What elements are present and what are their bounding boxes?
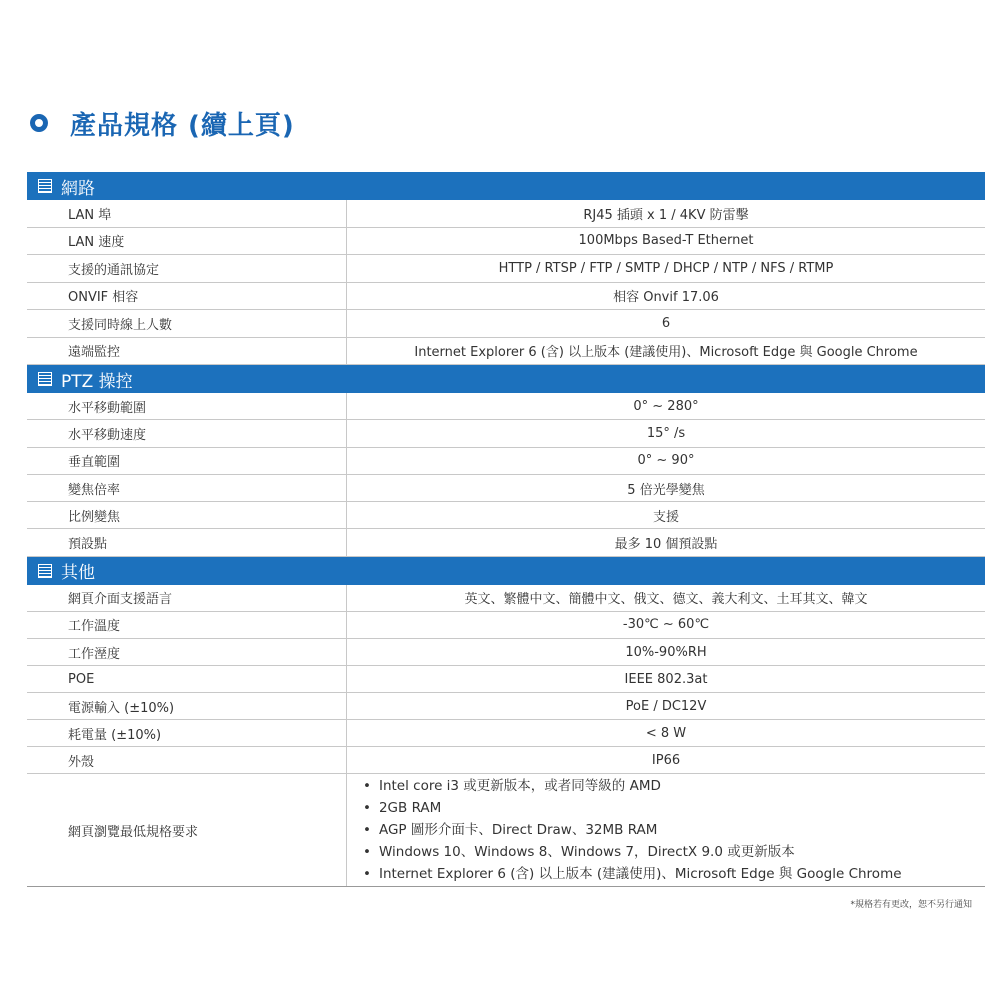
spec-row (27, 475, 985, 502)
section-list-icon (38, 372, 52, 386)
list-item: • 2GB RAM (363, 797, 902, 819)
spec-label: POE (27, 666, 347, 692)
spec-label: 比例變焦 (27, 502, 347, 528)
spec-row (27, 228, 985, 256)
spec-label: LAN 埠 (27, 200, 347, 227)
section-header (27, 365, 985, 393)
spec-label: 外殼 (27, 747, 347, 773)
spec-label: 耗電量 (±10%) (27, 720, 347, 746)
spec-row (27, 393, 985, 420)
spec-row (27, 255, 985, 283)
requirements-list (363, 775, 902, 885)
section-ptz (27, 365, 985, 557)
list-item: • Windows 10、Windows 8、Windows 7，DirectX 9.0 或更新版本 (363, 841, 902, 863)
section-list-icon (38, 564, 52, 578)
spec-label: 工作溼度 (27, 639, 347, 665)
spec-value: 6 (661, 315, 671, 331)
list-item: • Intel core i3 或更新版本，或者同等級的 AMD (363, 775, 902, 797)
spec-row (27, 502, 985, 529)
spec-value: Internet Explorer 6 (含) 以上版本 (建議使用)、Microsoft Edge 與 Google Chrome (414, 345, 918, 361)
spec-row (27, 448, 985, 475)
spec-value: 15° /s (646, 425, 686, 441)
section-title: PTZ 操控 (61, 371, 133, 392)
section-header (27, 172, 985, 200)
spec-row (27, 585, 985, 612)
spec-label: 網頁瀏覽最低規格要求 (27, 774, 347, 886)
spec-row (27, 720, 985, 747)
spec-label: 遠端監控 (27, 338, 347, 365)
section-other (27, 557, 985, 888)
spec-label: 水平移動範圍 (27, 393, 347, 419)
spec-value (347, 774, 985, 886)
spec-row (27, 612, 985, 639)
spec-row-requirements (27, 774, 985, 887)
section-title: 網路 (61, 178, 95, 199)
spec-label: 電源輸入 (±10%) (27, 693, 347, 719)
spec-value: 100Mbps Based-T Ethernet (578, 233, 754, 249)
spec-label: 預設點 (27, 529, 347, 555)
spec-value: 0° ~ 90° (637, 453, 695, 469)
spec-value: PoE / DC12V (625, 698, 707, 714)
spec-row (27, 747, 985, 774)
spec-value: 5 倍光學變焦 (627, 482, 705, 498)
bullet-circle-icon (30, 114, 48, 132)
spec-label: ONVIF 相容 (27, 283, 347, 310)
spec-label: 水平移動速度 (27, 420, 347, 446)
section-list-icon (38, 179, 52, 193)
spec-label: 支援的通訊協定 (27, 255, 347, 282)
spec-value: 支援 (652, 509, 679, 525)
list-item: • AGP 圖形介面卡、Direct Draw、32MB RAM (363, 819, 902, 841)
spec-row (27, 529, 985, 556)
spec-value: IP66 (651, 752, 681, 768)
spec-value: < 8 W (645, 725, 687, 741)
section-network (27, 172, 985, 365)
spec-value: -30℃ ~ 60℃ (622, 617, 710, 633)
spec-value: 相容 Onvif 17.06 (613, 290, 719, 306)
spec-label: 垂直範圍 (27, 448, 347, 474)
spec-row (27, 283, 985, 311)
spec-value: HTTP / RTSP / FTP / SMTP / DHCP / NTP / NFS / RTMP (498, 260, 834, 276)
spec-row (27, 200, 985, 228)
footnote: *規格若有更改，恕不另行通知 (850, 900, 972, 910)
spec-value: 英文、繁體中文、簡體中文、俄文、德文、義大利文、土耳其文、韓文 (464, 592, 868, 608)
spec-row (27, 310, 985, 338)
spec-label: LAN 速度 (27, 228, 347, 255)
spec-value: 0° ~ 280° (633, 398, 699, 414)
spec-value: RJ45 插頭 x 1 / 4KV 防雷擊 (583, 207, 749, 223)
page-title-row (30, 103, 295, 143)
spec-label: 工作溫度 (27, 612, 347, 638)
spec-label: 網頁介面支援語言 (27, 585, 347, 611)
spec-row (27, 420, 985, 447)
spec-row (27, 338, 985, 366)
page-title: 產品規格 (續上頁) (70, 110, 295, 141)
list-item: • Internet Explorer 6 (含) 以上版本 (建議使用)、Microsoft Edge 與 Google Chrome (363, 863, 902, 885)
spec-value: 10%-90%RH (625, 644, 707, 660)
section-header (27, 557, 985, 585)
section-title: 其他 (61, 563, 95, 584)
spec-row (27, 693, 985, 720)
spec-label: 變焦倍率 (27, 475, 347, 501)
spec-row (27, 639, 985, 666)
spec-label: 支援同時線上人數 (27, 310, 347, 337)
spec-table (27, 172, 985, 887)
spec-value: 最多 10 個預設點 (614, 537, 718, 553)
spec-value: IEEE 802.3at (624, 671, 708, 687)
spec-row (27, 666, 985, 693)
